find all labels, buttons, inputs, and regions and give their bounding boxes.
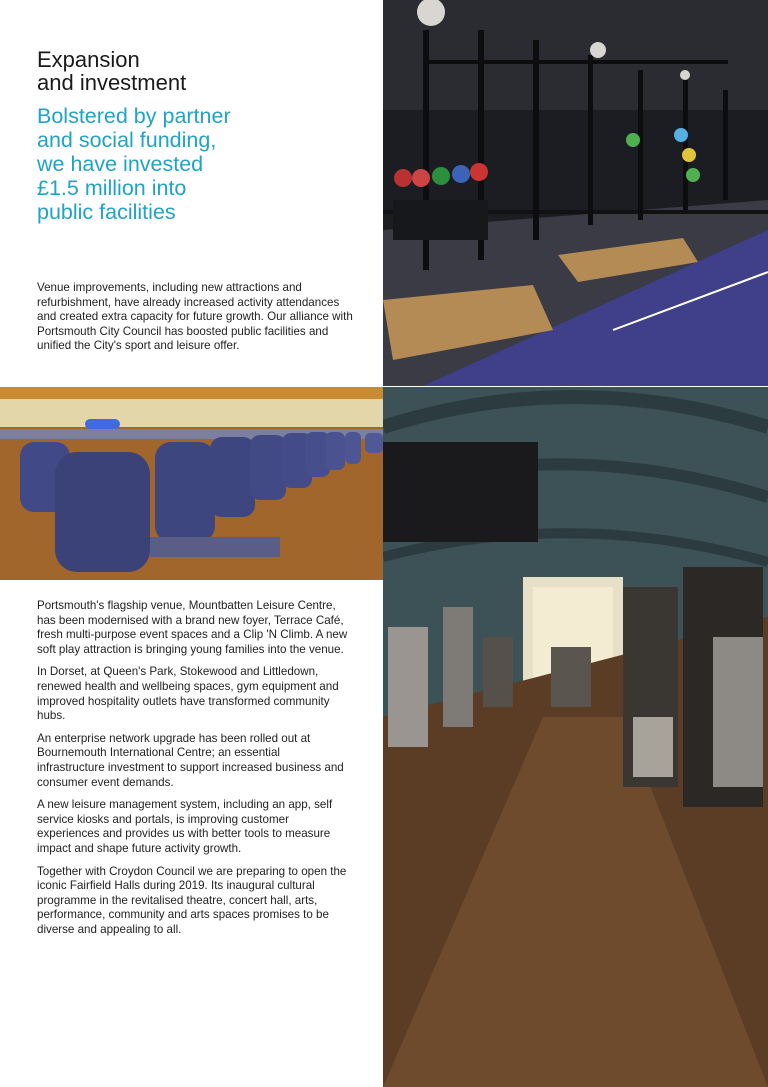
subtitle-line: public facilities [37,200,176,224]
title-line: Expansion [37,47,140,72]
title-line: and investment [37,70,187,95]
subtitle-line: Bolstered by partner [37,104,231,128]
hall-seating-photo [0,387,383,580]
gym-floor-photo [383,387,768,1087]
body-paragraph: A new leisure management system, including an app, self service kiosks and portals, is improving customer experiences and provides us with better tools to measure impact and shape future activity growth. [37,798,333,855]
page-subtitle [37,104,367,224]
gym-rig-photo [383,0,768,386]
intro-paragraph: Venue improvements, including new attractions and refurbishment, have already increased activity attendances and created extra capacity for future growth. Our alliance with Portsmouth City Council has boosted public facilities and unified the City's sport and leisure offer. [37,281,353,353]
body-paragraph: Portsmouth's flagship venue, Mountbatten Leisure Centre, has been modernised with a brand new foyer, Terrace Café, fresh multi-purpose event spaces and a Clip 'N Climb. A new soft play attraction is bringing young families into the venue. [37,599,348,656]
body-paragraph: In Dorset, at Queen's Park, Stokewood and Littledown, renewed health and wellbeing spaces, gym equipment and improved hospitality outlets have transformed community hubs. [37,665,339,723]
subtitle-line: and social funding, [37,128,217,152]
subtitle-line: £1.5 million into [37,176,187,200]
body-text [37,599,349,945]
subtitle-line: we have invested [37,152,204,176]
body-paragraph: An enterprise network upgrade has been rolled out at Bournemouth International Centre; an essential infrastructure investment to support increased business and consumer event demands. [37,731,344,789]
body-paragraph: Together with Croydon Council we are preparing to open the iconic Fairfield Halls during 2019. Its inaugural cultural programme in the revitalised theatre, concert hall, arts, performance, community and arts spaces promises to be diverse and appealing to all. [37,864,347,936]
page-title [37,48,357,94]
